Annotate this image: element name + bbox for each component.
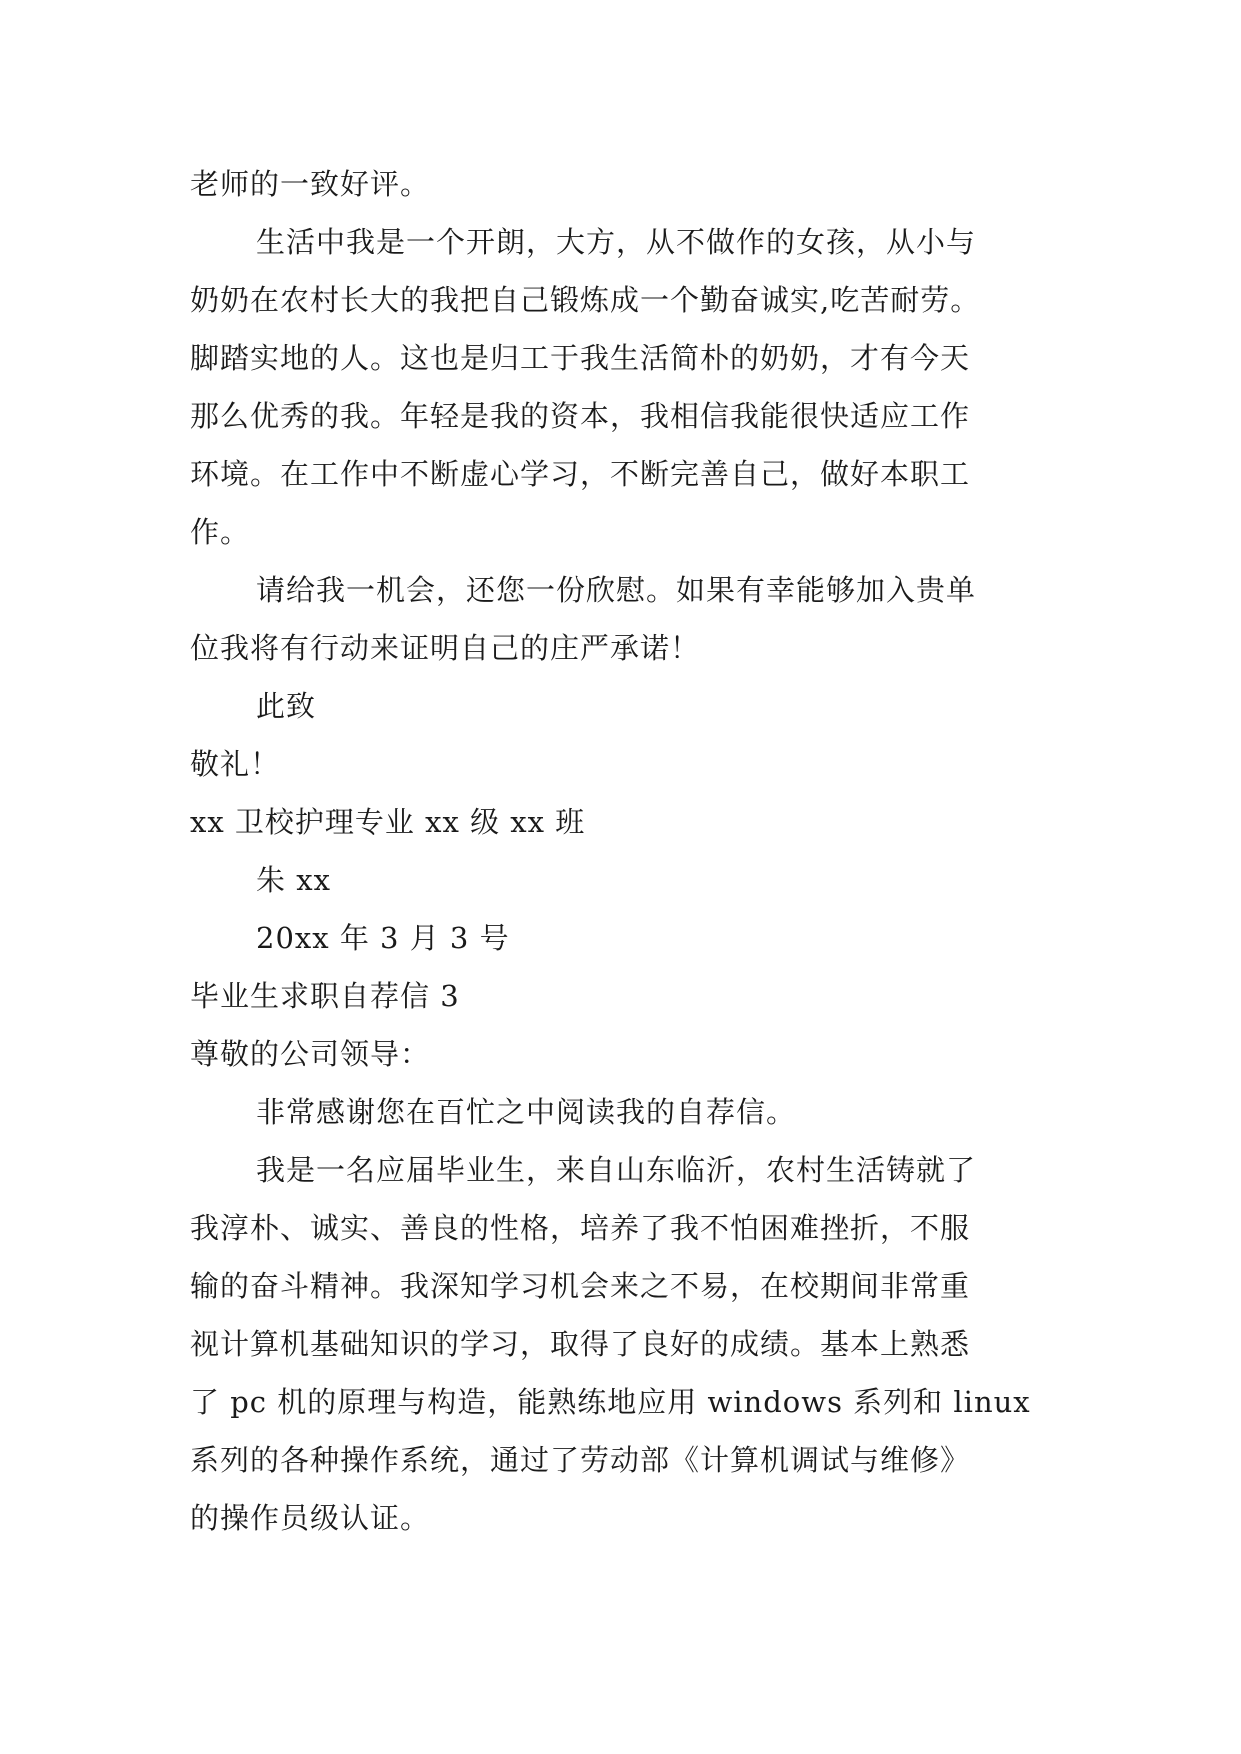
signature-date: 20xx 年 3 月 3 号 — [256, 921, 510, 955]
text-line: 老师的一致好评。 — [190, 167, 431, 201]
text-line: 位我将有行动来证明自己的庄严承诺！ — [190, 631, 701, 665]
paragraph-start: 我是一名应届毕业生，来自山东临沂，农村生活铸就了 — [256, 1153, 977, 1187]
closing-regards: 敬礼！ — [190, 747, 281, 781]
text-line: 奶奶在农村长大的我把自己锻炼成一个勤奋诚实,吃苦耐劳。 — [190, 283, 981, 317]
text-line: 环境。在工作中不断虚心学习，不断完善自己，做好本职工 — [190, 457, 971, 491]
text-line: 系列的各种操作系统，通过了劳动部《计算机调试与维修》 — [190, 1443, 971, 1477]
text-line: 视计算机基础知识的学习，取得了良好的成绩。基本上熟悉 — [190, 1327, 971, 1361]
text-line: 的操作员级认证。 — [190, 1501, 431, 1535]
text-line: 了 pc 机的原理与构造，能熟练地应用 windows 系列和 linux — [190, 1385, 1031, 1419]
paragraph-start: 非常感谢您在百忙之中阅读我的自荐信。 — [256, 1095, 797, 1129]
text-line: 作。 — [190, 515, 251, 549]
text-line: 我淳朴、诚实、善良的性格，培养了我不怕困难挫折，不服 — [190, 1211, 971, 1245]
paragraph-start: 生活中我是一个开朗，大方，从不做作的女孩，从小与 — [256, 225, 977, 259]
greeting: 尊敬的公司领导： — [190, 1037, 431, 1071]
signature-name: 朱 xx — [256, 863, 331, 897]
section-title: 毕业生求职自荐信 3 — [190, 979, 460, 1013]
signature-class: xx 卫校护理专业 xx 级 xx 班 — [190, 805, 586, 839]
closing-salutation: 此致 — [256, 689, 317, 723]
text-line: 脚踏实地的人。这也是归工于我生活简朴的奶奶，才有今天 — [190, 341, 971, 375]
text-line: 输的奋斗精神。我深知学习机会来之不易，在校期间非常重 — [190, 1269, 971, 1303]
text-line: 那么优秀的我。年轻是我的资本，我相信我能很快适应工作 — [190, 399, 971, 433]
paragraph-start: 请给我一机会，还您一份欣慰。如果有幸能够加入贵单 — [256, 573, 977, 607]
